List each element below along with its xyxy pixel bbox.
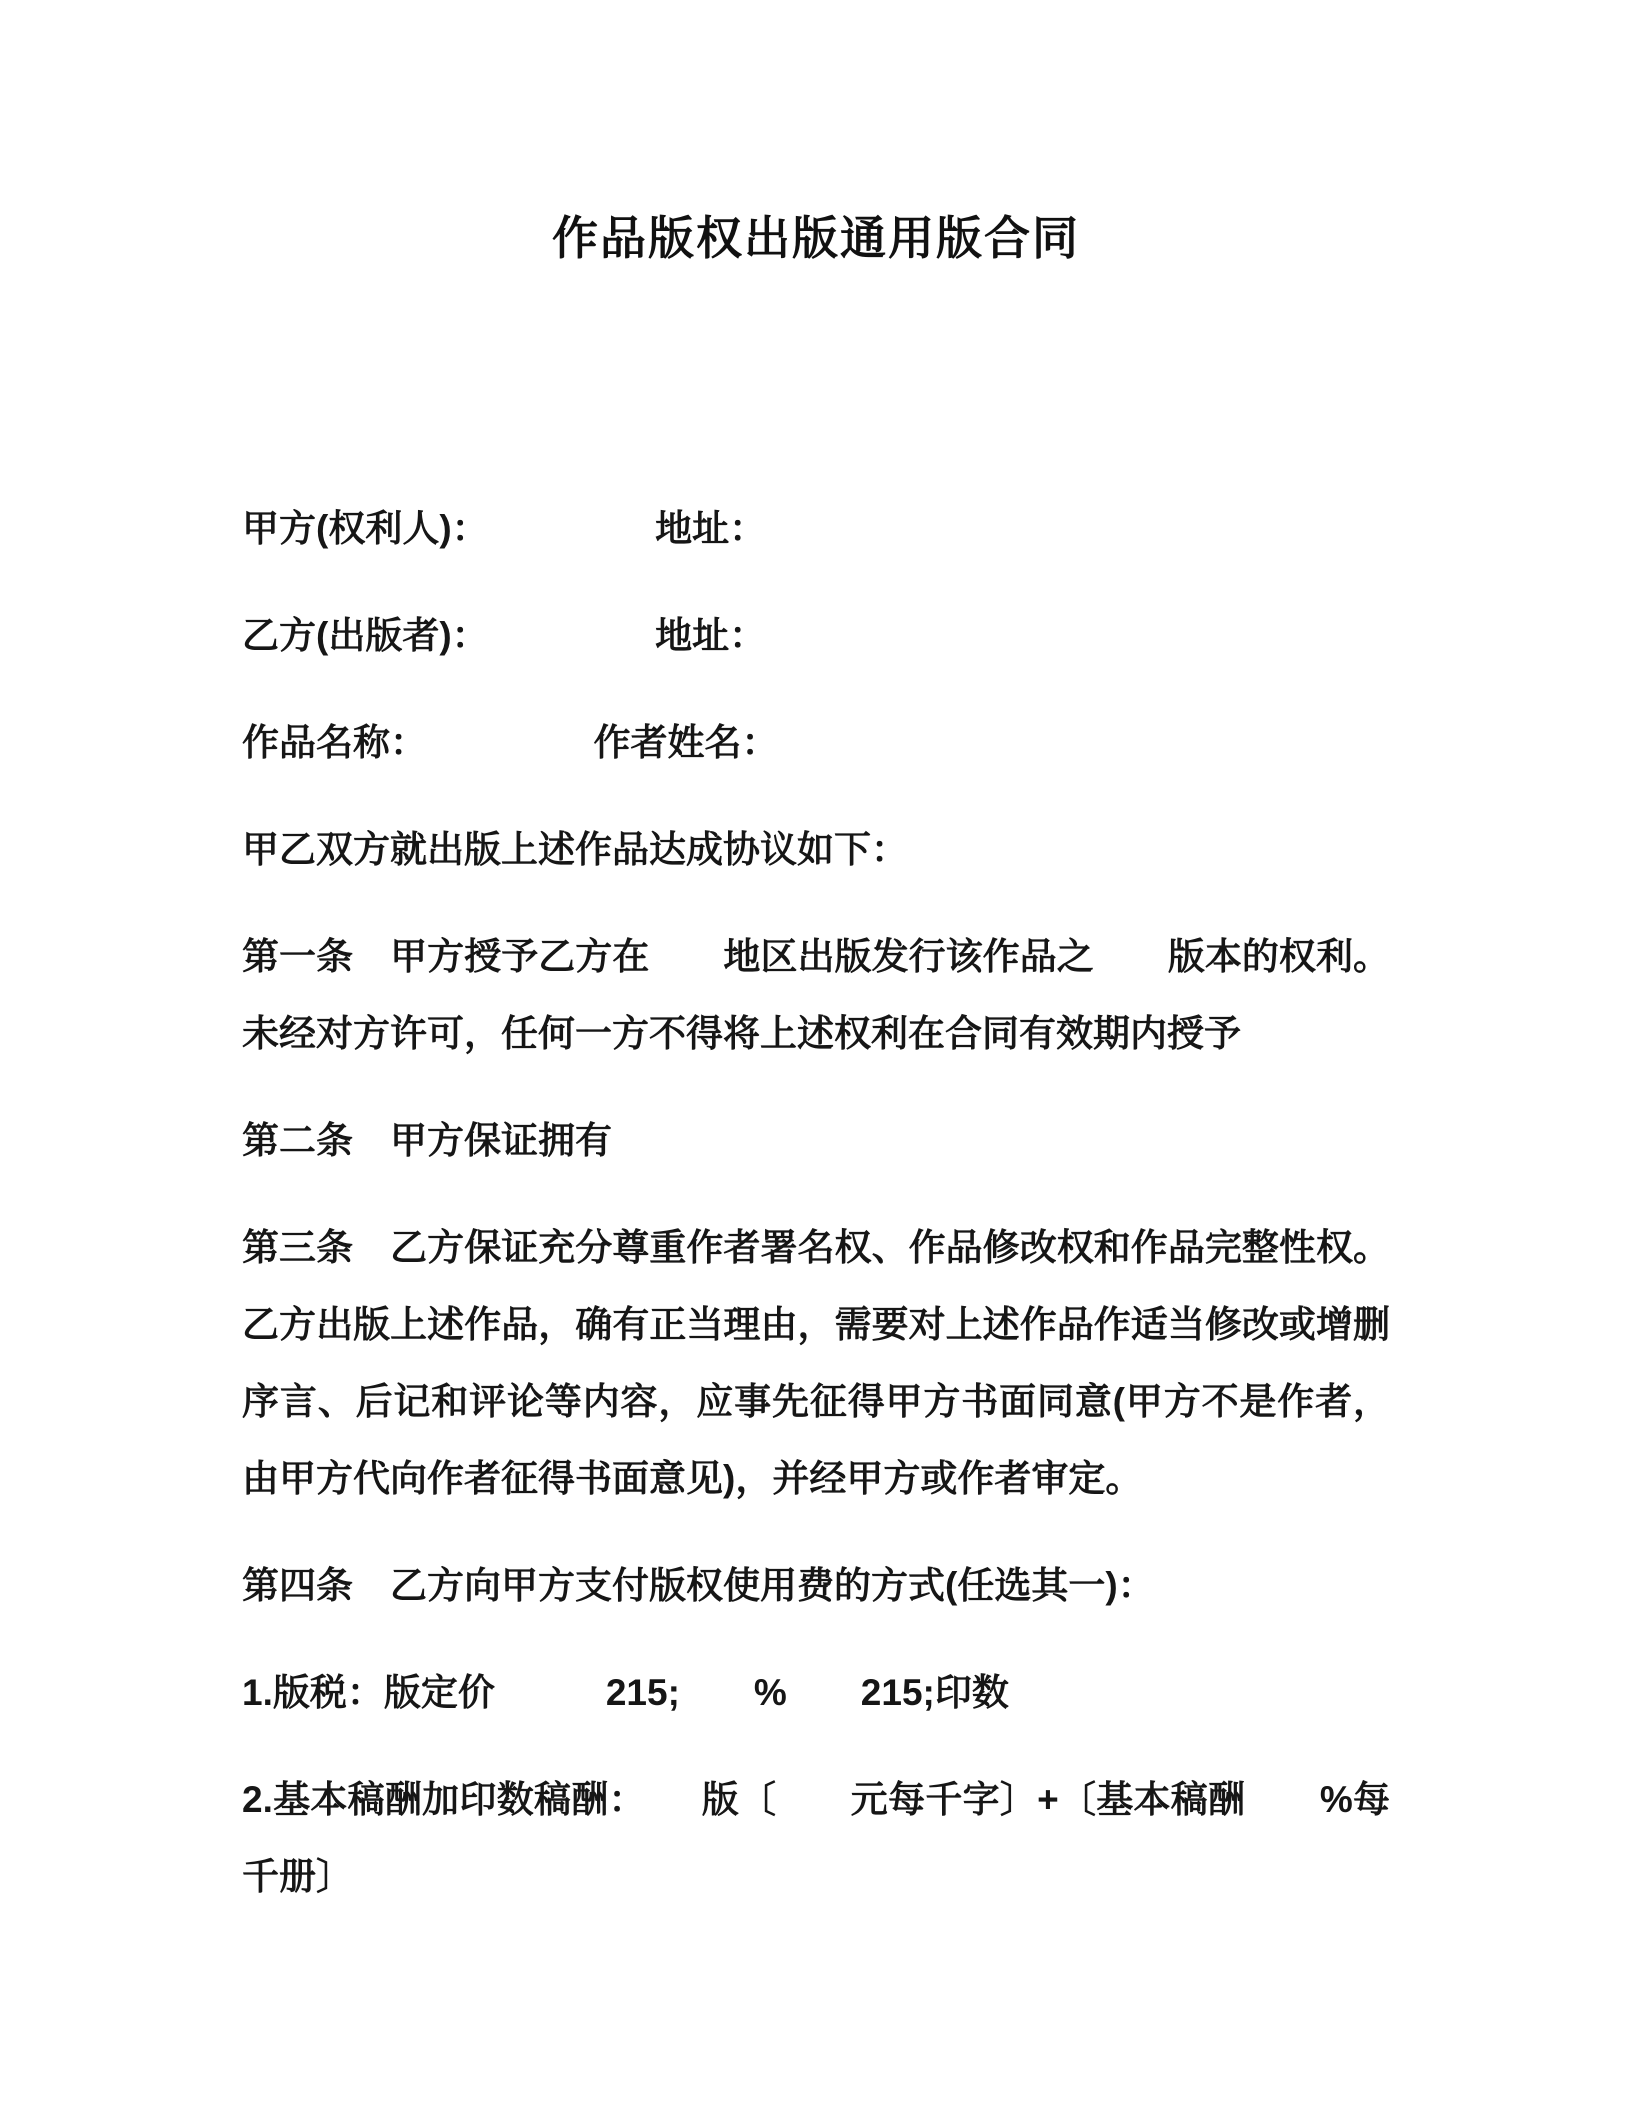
party-a-address-line: 甲方(权利人)： 地址： [242,508,767,549]
contract-body [242,490,1390,1915]
clause-2-text: 第二条 甲方保证拥有 [242,1120,612,1161]
payment-option-1-text: 1.版税：版定价 215; % 215;印数 [242,1672,1009,1713]
payment-option-2-text: 2.基本稿酬加印数稿酬： 版〔 元每千字〕+〔基本稿酬 %每千册〕 [242,1779,1390,1897]
document-title: 作品版权出版通用版合同 [552,212,1080,264]
work-author-line: 作品名称： 作者姓名： [242,722,779,763]
party-b-address-line: 乙方(出版者)： 地址： [242,615,767,656]
preamble-line: 甲乙双方就出版上述作品达成协议如下： [242,829,908,870]
clause-4-text: 第四条 乙方向甲方支付版权使用费的方式(任选其一)： [242,1565,1155,1606]
clause-3-text: 第三条 乙方保证充分尊重作者署名权、作品修改权和作品完整性权。乙方出版上述作品，确有正当理由，需要对上述作品作适当修改或增删序言、后记和评论等内容，应事先征得甲方书面同意(甲方不是作者，由甲方代向作者征得书面意见)，并经甲方或作者审定。 [242,1227,1390,1499]
clause-1-text: 第一条 甲方授予乙方在 地区出版发行该作品之 版本的权利。未经对方许可，任何一方不得将上述权利在合同有效期内授予 [242,936,1390,1054]
